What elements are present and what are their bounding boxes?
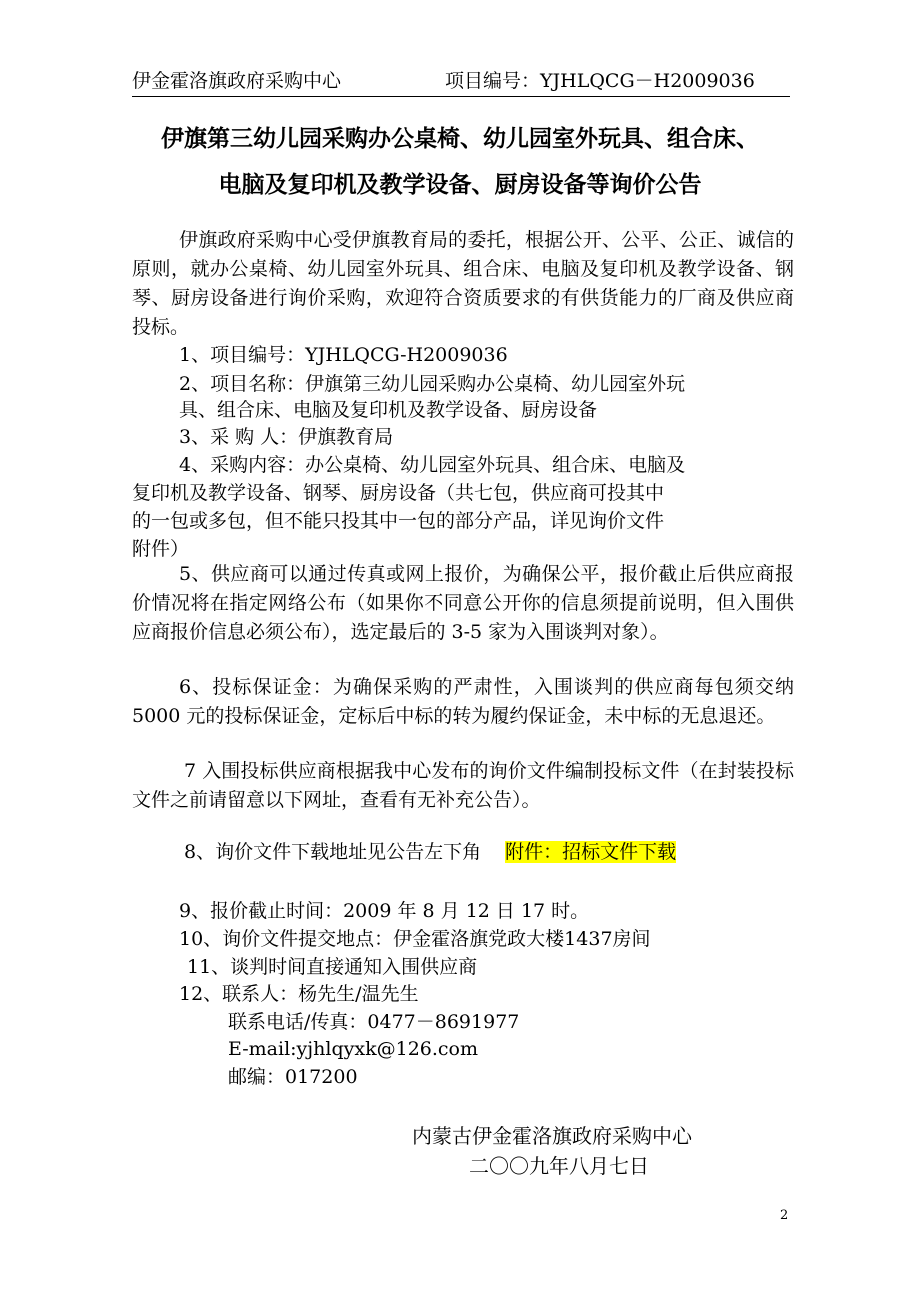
notice-title-line2: 电脑及复印机及教学设备、厨房设备等询价公告 bbox=[218, 171, 702, 198]
page-header bbox=[132, 64, 790, 97]
item-12: 12、联系人：杨先生/温先生 bbox=[179, 983, 419, 1005]
item-4-line2: 复印机及教学设备、钢琴、厨房设备（共七包，供应商可投其中 bbox=[132, 482, 665, 504]
header-org: 伊金霍洛旗政府采购中心 bbox=[132, 70, 342, 92]
item-6-text: 6、投标保证金：为确保采购的严肃性，入围谈判的供应商每包须交纳 5000 元的投标保证金，定标后中标的转为履约保证金，未中标的无息退还。 bbox=[132, 676, 794, 727]
intro-paragraph bbox=[132, 226, 794, 342]
item-8 bbox=[132, 838, 794, 867]
notice-title-line1: 伊旗第三幼儿园采购办公桌椅、幼儿园室外玩具、组合床、 bbox=[161, 125, 759, 152]
header-project-no: 项目编号：YJHLQCG－H2009036 bbox=[445, 70, 755, 92]
item-4-line4: 附件） bbox=[132, 538, 190, 560]
page-number: 2 bbox=[780, 1208, 789, 1223]
signature-date: 二〇〇九年八月七日 bbox=[469, 1154, 649, 1178]
intro-text: 伊旗政府采购中心受伊旗教育局的委托，根据公开、公平、公正、诚信的原则，就办公桌椅、幼儿园室外玩具、组合床、电脑及复印机及教学设备、钢琴、厨房设备进行询价采购，欢迎符合资质要求的有供货能力的厂商及供应商投标。 bbox=[132, 229, 794, 338]
item-6 bbox=[132, 673, 794, 731]
item-10: 10、询价文件提交地点：伊金霍洛旗党政大楼1437房间 bbox=[179, 928, 651, 950]
item-5-text: 5、供应商可以通过传真或网上报价，为确保公平，报价截止后供应商报价情况将在指定网络公布（如果你不同意公开你的信息须提前说明，但入围供应商报价信息必须公布），选定最后的 3-5 家为入围谈判对象）。 bbox=[132, 563, 794, 643]
item-7 bbox=[132, 757, 794, 815]
item-2-line2: 具、组合床、电脑及复印机及教学设备、厨房设备 bbox=[179, 399, 598, 421]
item-11: 11、谈判时间直接通知入围供应商 bbox=[187, 956, 478, 978]
item-9: 9、报价截止时间：2009 年 8 月 12 日 17 时。 bbox=[179, 900, 590, 922]
item-1: 1、项目编号：YJHLQCG-H2009036 bbox=[179, 344, 508, 366]
contact-email: E-mail:yjhlqyxk@126.com bbox=[228, 1038, 479, 1060]
contact-postcode: 邮编：017200 bbox=[228, 1066, 358, 1088]
item-8-text: 8、询价文件下载地址见公告左下角 bbox=[184, 841, 482, 863]
attachment-download-link[interactable]: 附件：招标文件下载 bbox=[505, 841, 677, 863]
item-7-text: 7 入围投标供应商根据我中心发布的询价文件编制投标文件（在封装投标文件之前请留意以下网址，查看有无补充公告）。 bbox=[132, 760, 794, 811]
contact-phone: 联系电话/传真：0477－8691977 bbox=[228, 1011, 520, 1033]
item-5 bbox=[132, 560, 794, 647]
item-2-line1: 2、项目名称：伊旗第三幼儿园采购办公桌椅、幼儿园室外玩 bbox=[179, 373, 686, 395]
item-3: 3、采 购 人：伊旗教育局 bbox=[179, 426, 394, 448]
item-4-line3: 的一包或多包，但不能只投其中一包的部分产品，详见询价文件 bbox=[132, 510, 665, 532]
signature-org: 内蒙古伊金霍洛旗政府采购中心 bbox=[412, 1124, 692, 1148]
item-4-line1: 4、采购内容：办公桌椅、幼儿园室外玩具、组合床、电脑及 bbox=[179, 454, 686, 476]
